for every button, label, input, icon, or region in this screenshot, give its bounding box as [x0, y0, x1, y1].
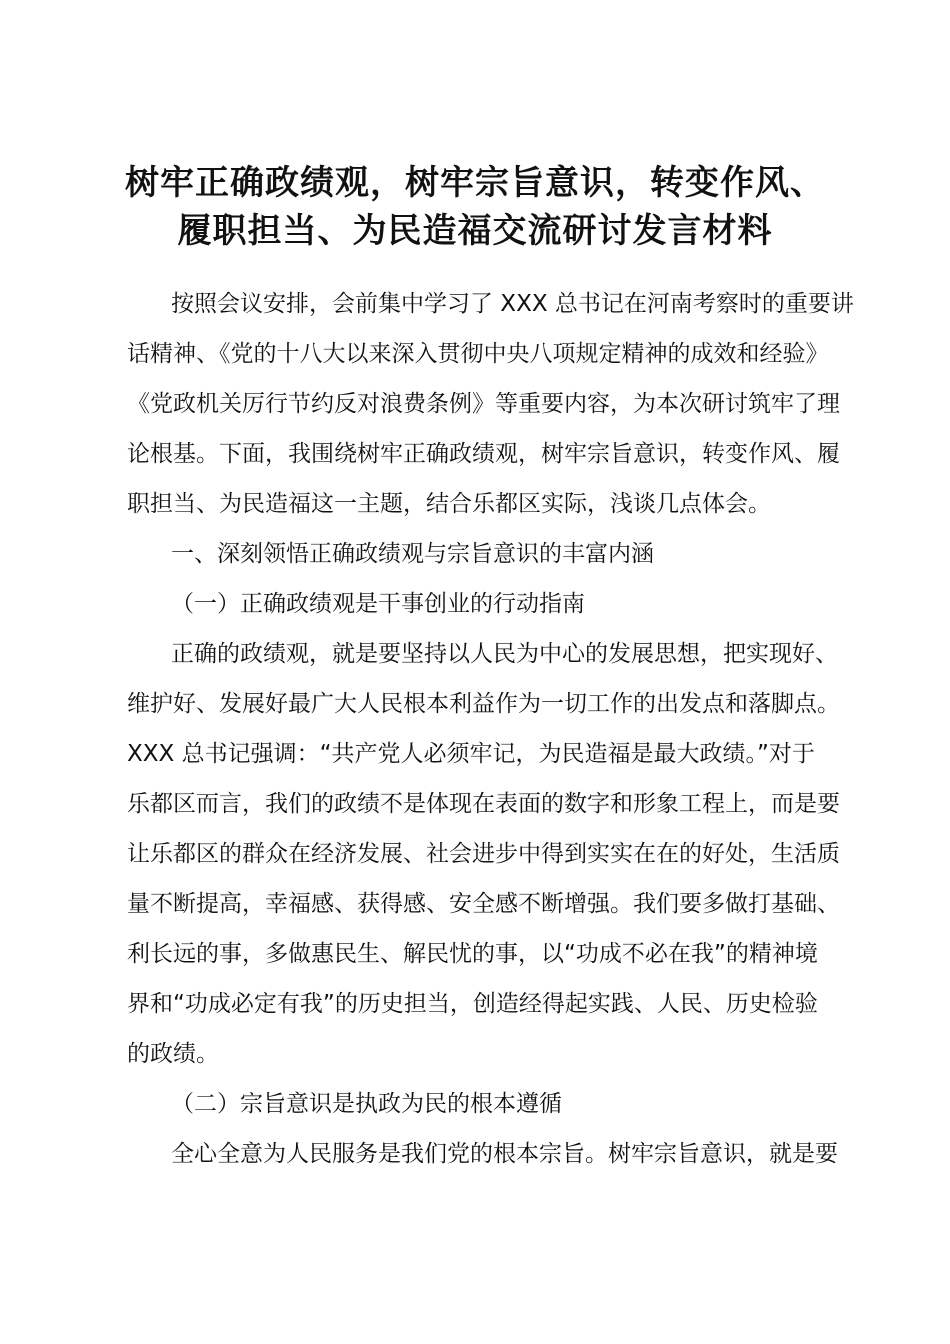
document-title-line-2: 履职担当、为民造福交流研讨发言材料 [177, 211, 773, 251]
paragraph-line: 《党政机关厉行节约反对浪费条例》等重要内容，为本次研讨筑牢了理 [127, 391, 840, 417]
subsection-heading: （二）宗旨意识是执政为民的根本遵循 [171, 1091, 562, 1117]
paragraph-line: 正确的政绩观，就是要坚持以人民为中心的发展思想，把实现好、 [171, 641, 838, 667]
paragraph-line: 量不断提高，幸福感、获得感、安全感不断增强。我们要多做打基础、 [127, 891, 840, 917]
paragraph-line: 的政绩。 [127, 1041, 219, 1067]
paragraph-line: 按照会议安排，会前集中学习了 XXX 总书记在河南考察时的重要讲 [171, 291, 854, 317]
subsection-heading: （一）正确政绩观是干事创业的行动指南 [171, 591, 585, 617]
document-title-line-1: 树牢正确政绩观，树牢宗旨意识，转变作风、 [125, 163, 825, 203]
paragraph-line: 全心全意为人民服务是我们党的根本宗旨。树牢宗旨意识，就是要 [171, 1141, 838, 1167]
paragraph-line: 职担当、为民造福这一主题，结合乐都区实际，浅谈几点体会。 [127, 491, 771, 517]
paragraph-line: 论根基。下面，我围绕树牢正确政绩观，树牢宗旨意识，转变作风、履 [127, 441, 840, 467]
paragraph-line: 界和“功成必定有我”的历史担当，创造经得起实践、人民、历史检验 [127, 991, 818, 1017]
paragraph-line: XXX 总书记强调：“共产党人必须牢记，为民造福是最大政绩。”对于 [127, 741, 815, 767]
paragraph-line: 话精神、《党的十八大以来深入贯彻中央八项规定精神的成效和经验》 [127, 341, 829, 367]
paragraph-line: 利长远的事，多做惠民生、解民忧的事，以“功成不必在我”的精神境 [127, 941, 818, 967]
section-heading: 一、深刻领悟正确政绩观与宗旨意识的丰富内涵 [171, 541, 654, 567]
paragraph-line: 维护好、发展好最广大人民根本利益作为一切工作的出发点和落脚点。 [127, 691, 840, 717]
paragraph-line: 让乐都区的群众在经济发展、社会进步中得到实实在在的好处，生活质 [127, 841, 840, 867]
paragraph-line: 乐都区而言，我们的政绩不是体现在表面的数字和形象工程上，而是要 [127, 791, 840, 817]
